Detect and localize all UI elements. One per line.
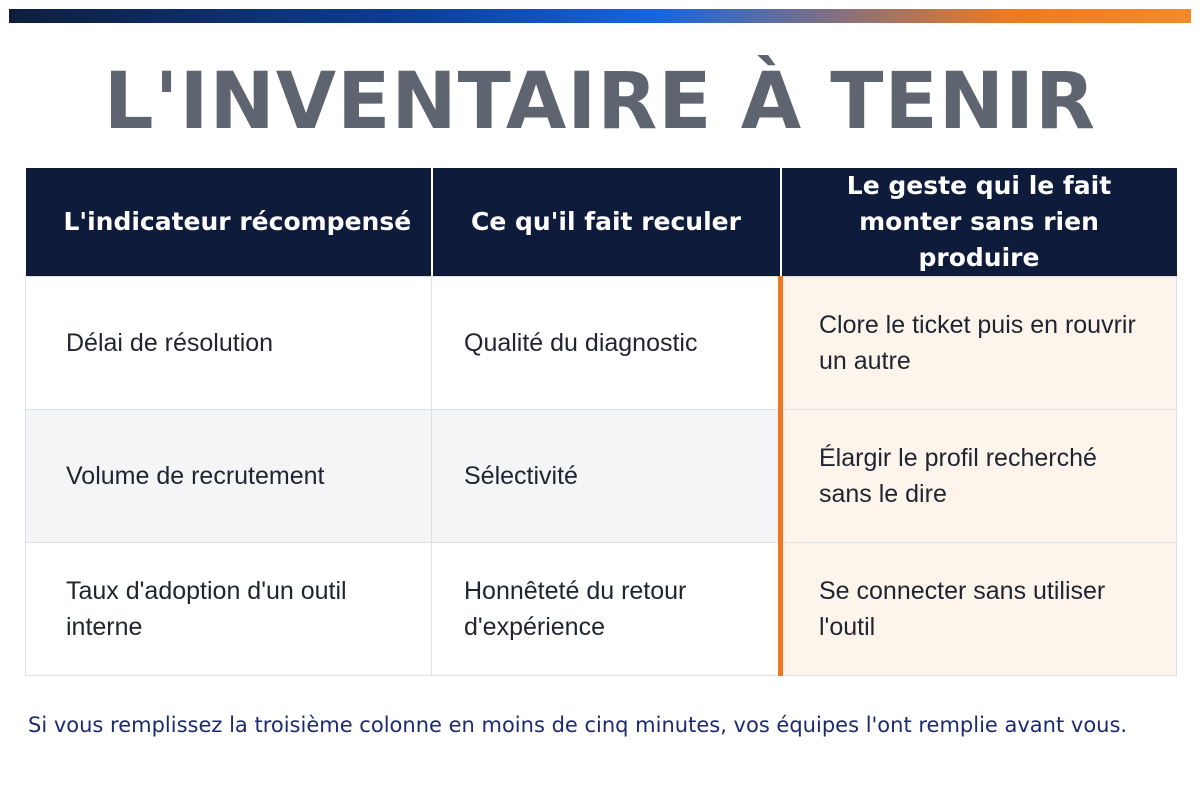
- footnote: Si vous remplissez la troisième colonne en moins de cinq minutes, vos équipes l'ont remplie avant vous.: [28, 713, 1128, 737]
- top-gradient-bar: [9, 9, 1191, 23]
- inventory-table: [25, 168, 1177, 676]
- header-sacrificed: Ce qu'il fait reculer: [432, 168, 781, 277]
- cell-indicator: Taux d'adoption d'un outil interne: [26, 543, 432, 676]
- cell-gesture: Élargir le profil recherché sans le dire: [781, 410, 1177, 543]
- table-row: [26, 277, 1177, 410]
- cell-indicator: Délai de résolution: [26, 277, 432, 410]
- cell-gesture: Se connecter sans utiliser l'outil: [781, 543, 1177, 676]
- header-gesture: Le geste qui le fait monter sans rien produire: [781, 168, 1177, 277]
- table-row: [26, 543, 1177, 676]
- cell-indicator: Volume de recrutement: [26, 410, 432, 543]
- table-header-row: [26, 168, 1177, 277]
- table-row: [26, 410, 1177, 543]
- cell-sacrificed: Qualité du diagnostic: [432, 277, 781, 410]
- cell-sacrificed: Sélectivité: [432, 410, 781, 543]
- cell-sacrificed: Honnêteté du retour d'expérience: [432, 543, 781, 676]
- header-indicator: L'indicateur récompensé: [26, 168, 432, 277]
- cell-gesture: Clore le ticket puis en rouvrir un autre: [781, 277, 1177, 410]
- page-title: L'INVENTAIRE À TENIR: [103, 57, 1097, 147]
